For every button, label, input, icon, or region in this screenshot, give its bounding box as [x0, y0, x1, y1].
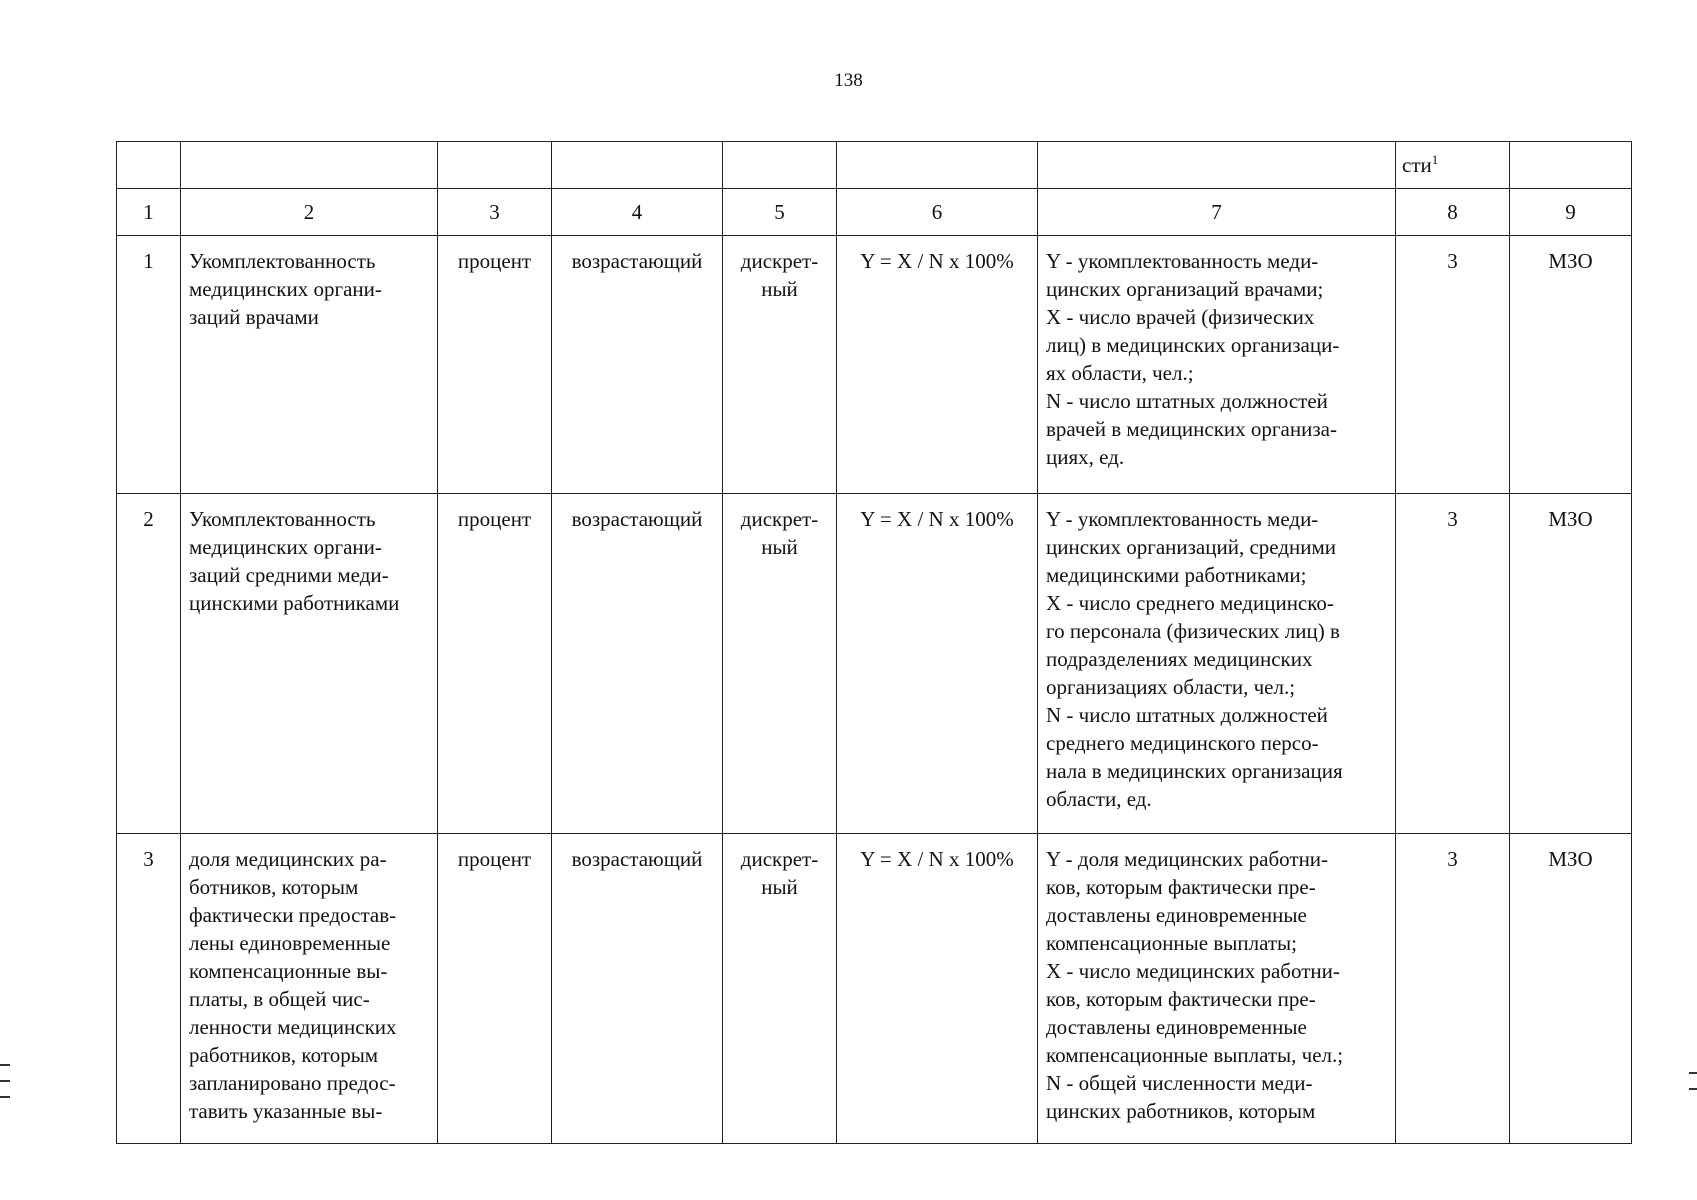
- text-line: N - общей численности меди-: [1046, 1071, 1313, 1095]
- trend-cell: возрастающий: [552, 834, 723, 1144]
- text-line: X - число медицинских работни-: [1046, 959, 1340, 983]
- table-row: [117, 834, 1632, 1144]
- header-cell-4: [552, 142, 723, 189]
- text-line: ный: [761, 535, 798, 559]
- header-cell-2: [181, 142, 438, 189]
- indicator-name: [181, 834, 438, 1144]
- trend-cell: возрастающий: [552, 494, 723, 834]
- column-number: 2: [181, 189, 438, 236]
- column-number: 5: [723, 189, 837, 236]
- text-line: циях, ед.: [1046, 445, 1125, 469]
- text-line: медицинскими работниками;: [1046, 563, 1307, 587]
- text-line: дискрет-: [740, 249, 819, 273]
- text-line: доставлены единовременные: [1046, 1015, 1307, 1039]
- text-line: фактически предостав-: [189, 903, 397, 927]
- text-line: заций средними меди-: [189, 563, 389, 587]
- text-line: врачей в медицинских организа-: [1046, 417, 1337, 441]
- column-number: 6: [837, 189, 1038, 236]
- footnote-marker: 1: [1431, 152, 1439, 167]
- col8-cell: 3: [1396, 236, 1510, 494]
- text-line: ботников, которым: [189, 875, 359, 899]
- explanation-cell: [1038, 494, 1396, 834]
- table-row: [117, 236, 1632, 494]
- text-line: ков, которым фактически пре-: [1046, 987, 1316, 1011]
- text-line: работников, которым: [189, 1043, 379, 1067]
- type-cell: [723, 236, 837, 494]
- text-line: Y - укомплектованность меди-: [1046, 507, 1319, 531]
- col9-cell: МЗО: [1510, 236, 1632, 494]
- column-number: 4: [552, 189, 723, 236]
- text-line: Укомплектованность: [189, 249, 376, 273]
- text-line: подразделениях медицинских: [1046, 647, 1313, 671]
- text-line: запланировано предос-: [189, 1071, 396, 1095]
- column-number: 9: [1510, 189, 1632, 236]
- text-line: медицинских органи-: [189, 277, 382, 301]
- unit-cell: процент: [438, 236, 552, 494]
- text-line: Укомплектованность: [189, 507, 376, 531]
- text-line: организациях области, чел.;: [1046, 675, 1296, 699]
- text-line: компенсационные выплаты, чел.;: [1046, 1043, 1344, 1067]
- column-numbers-row: [117, 189, 1632, 236]
- text-line: нала в медицинских организация: [1046, 759, 1343, 783]
- edge-mark-left-1: [0, 1064, 10, 1066]
- header-cell-7: [1038, 142, 1396, 189]
- text-line: го персонала (физических лиц) в: [1046, 619, 1340, 643]
- table-row: [117, 494, 1632, 834]
- trend-cell: возрастающий: [552, 236, 723, 494]
- text-line: ях области, чел.;: [1046, 361, 1194, 385]
- explanation-cell: [1038, 236, 1396, 494]
- header-col8-text: сти: [1402, 153, 1432, 177]
- text-line: дискрет-: [740, 847, 819, 871]
- text-line: среднего медицинского персо-: [1046, 731, 1319, 755]
- text-line: цинских организаций, средними: [1046, 535, 1337, 559]
- text-line: заций врачами: [189, 305, 319, 329]
- formula-cell: Y = X / N x 100%: [837, 834, 1038, 1144]
- col8-cell: 3: [1396, 834, 1510, 1144]
- text-line: N - число штатных должностей: [1046, 703, 1328, 727]
- text-line: цинскими работниками: [189, 591, 400, 615]
- type-cell: [723, 834, 837, 1144]
- row-number: 3: [117, 834, 181, 1144]
- text-line: ленности медицинских: [189, 1015, 397, 1039]
- text-line: доля медицинских ра-: [189, 847, 387, 871]
- text-line: цинских работников, которым: [1046, 1099, 1316, 1123]
- edge-mark-left-3: [0, 1096, 10, 1098]
- column-number: 3: [438, 189, 552, 236]
- col8-cell: 3: [1396, 494, 1510, 834]
- text-line: платы, в общей чис-: [189, 987, 370, 1011]
- text-line: Y - доля медицинских работни-: [1046, 847, 1329, 871]
- indicators-table: [116, 141, 1632, 1144]
- header-cell-5: [723, 142, 837, 189]
- header-cell-1: [117, 142, 181, 189]
- header-cell-9: [1510, 142, 1632, 189]
- col9-cell: МЗО: [1510, 494, 1632, 834]
- header-continuation-row: [117, 142, 1632, 189]
- unit-cell: процент: [438, 834, 552, 1144]
- page-number: 138: [834, 70, 863, 91]
- type-cell: [723, 494, 837, 834]
- col9-cell: МЗО: [1510, 834, 1632, 1144]
- header-cell-3: [438, 142, 552, 189]
- text-line: медицинских органи-: [189, 535, 382, 559]
- header-cell-6: [837, 142, 1038, 189]
- unit-cell: процент: [438, 494, 552, 834]
- text-line: X - число врачей (физических: [1046, 305, 1315, 329]
- edge-mark-left-2: [0, 1080, 10, 1082]
- row-number: 1: [117, 236, 181, 494]
- text-line: дискрет-: [740, 507, 819, 531]
- text-line: области, ед.: [1046, 787, 1152, 811]
- text-line: ный: [761, 875, 798, 899]
- text-line: компенсационные выплаты;: [1046, 931, 1297, 955]
- indicator-name: [181, 236, 438, 494]
- formula-cell: Y = X / N x 100%: [837, 494, 1038, 834]
- edge-mark-right-1: [1689, 1072, 1697, 1074]
- text-line: компенсационные вы-: [189, 959, 388, 983]
- column-number: 7: [1038, 189, 1396, 236]
- formula-cell: Y = X / N x 100%: [837, 236, 1038, 494]
- column-number: 8: [1396, 189, 1510, 236]
- text-line: лены единовременные: [189, 931, 391, 955]
- text-line: ный: [761, 277, 798, 301]
- text-line: N - число штатных должностей: [1046, 389, 1328, 413]
- text-line: доставлены единовременные: [1046, 903, 1307, 927]
- row-number: 2: [117, 494, 181, 834]
- text-line: лиц) в медицинских организаци-: [1046, 333, 1340, 357]
- text-line: ков, которым фактически пре-: [1046, 875, 1316, 899]
- text-line: тавить указанные вы-: [189, 1099, 383, 1123]
- text-line: Y - укомплектованность меди-: [1046, 249, 1319, 273]
- column-number: 1: [117, 189, 181, 236]
- explanation-cell: [1038, 834, 1396, 1144]
- edge-mark-right-2: [1689, 1088, 1697, 1090]
- header-cell-8: [1396, 142, 1510, 189]
- text-line: цинских организаций врачами;: [1046, 277, 1324, 301]
- text-line: X - число среднего медицинско-: [1046, 591, 1334, 615]
- indicator-name: [181, 494, 438, 834]
